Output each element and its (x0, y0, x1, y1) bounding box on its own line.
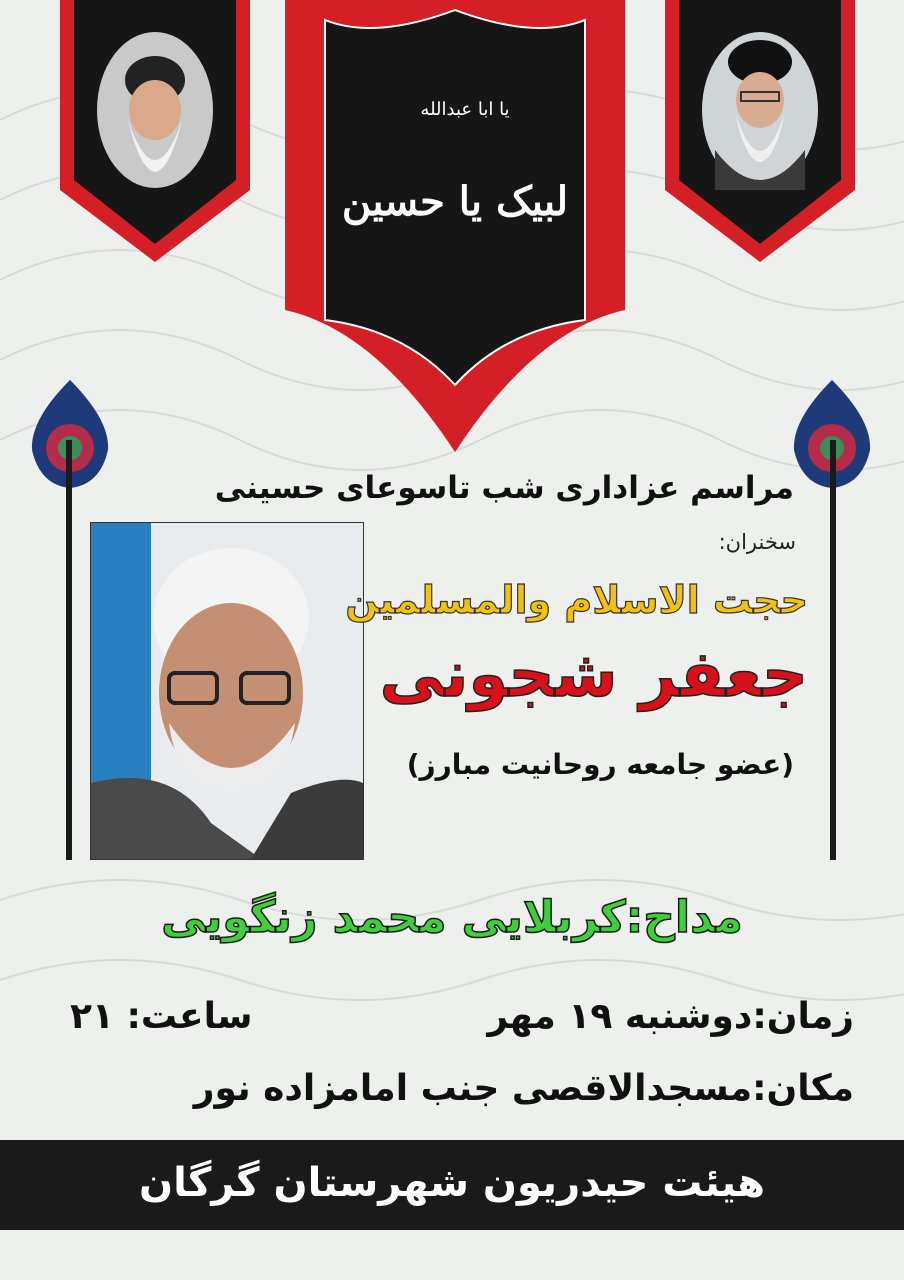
event-date: زمان:دوشنبه ۱۹ مهر (487, 996, 854, 1037)
event-place: مکان:مسجدالاقصی جنب امامزاده نور (193, 1068, 854, 1109)
event-title: مراسم عزاداری شب تاسوعای حسینی (214, 470, 794, 506)
portrait-left-icon (97, 32, 213, 188)
header-calligraphy-small: یا ابا عبدالله (420, 99, 510, 120)
speaker-membership: (عضو جامعه روحانیت مبارز) (406, 748, 794, 781)
speaker-rank: حجت الاسلام والمسلمین (345, 578, 808, 622)
speaker-portrait-icon (91, 523, 363, 859)
pole-left (66, 440, 72, 860)
banner-right (665, 0, 855, 265)
footer-org: هیئت حیدریون شهرستان گرگان (138, 1160, 766, 1206)
speakers-label: سخنران: (718, 530, 796, 554)
banner-left (60, 0, 250, 265)
event-hour: ساعت: ۲۱ (70, 996, 253, 1037)
speaker-name: جعفر شجونی (379, 638, 808, 712)
pole-right (830, 440, 836, 860)
portrait-right-icon (702, 32, 818, 190)
reciter-line: مداح:کربلایی محمد زنگویی (161, 892, 743, 943)
header-calligraphy: لبیک یا حسین (341, 178, 569, 225)
speaker-photo (90, 522, 364, 860)
banner-center (285, 0, 625, 455)
